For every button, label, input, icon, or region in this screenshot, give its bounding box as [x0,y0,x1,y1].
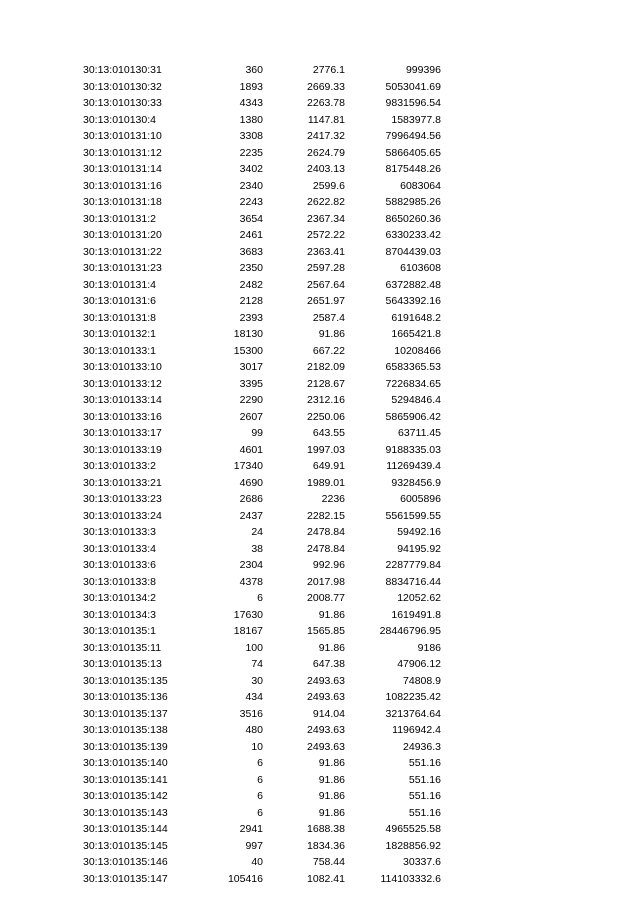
table-row [0,541,640,558]
total-value-cell: 9186 [417,641,441,654]
table-row [0,310,640,327]
total-value-cell: 6083064 [400,179,441,192]
cadastral-number-cell: 30:13:010135:137 [83,707,168,720]
cadastral-number-cell: 30:13:010133:17 [83,427,162,439]
unit-value-cell: 2599.6 [312,179,345,192]
area-cell: 4343 [239,97,263,109]
table-row [0,343,640,360]
table-row [0,244,640,261]
unit-value-cell: 1082.41 [307,872,345,885]
table-row [0,227,640,244]
area-cell: 3308 [239,130,263,142]
total-value-cell: 7226834.65 [385,377,441,390]
unit-value-cell: 2587.4 [312,311,345,324]
table-row [0,409,640,426]
cadastral-number-cell: 30:13:010131:14 [83,163,162,175]
table-row [0,673,640,690]
area-cell: 360 [245,64,263,76]
cadastral-number-cell: 30:13:010130:31 [83,64,162,76]
cadastral-number-cell: 30:13:010133:2 [83,460,156,472]
table-row [0,788,640,805]
unit-value-cell: 91.86 [318,757,345,769]
area-cell: 17340 [233,460,263,472]
table-row [0,442,640,459]
total-value-cell: 63711.45 [397,427,441,439]
cadastral-number-cell: 30:13:010131:2 [83,212,156,225]
area-cell: 2235 [239,146,263,159]
unit-value-cell: 2478.84 [307,542,345,555]
cadastral-number-cell: 30:13:010135:136 [83,691,168,703]
table-row [0,112,640,129]
total-value-cell: 6005896 [400,493,441,505]
table-row [0,838,640,855]
total-value-cell: 6372882.48 [385,278,441,291]
cadastral-number-cell: 30:13:010135:141 [83,773,168,786]
total-value-cell: 11269439.4 [386,460,441,472]
cadastral-number-cell: 30:13:010131:23 [83,262,162,274]
area-cell: 38 [251,542,263,555]
table-row [0,722,640,739]
table-row [0,557,640,574]
table-row [0,475,640,492]
unit-value-cell: 2417.32 [307,130,345,142]
table-row [0,656,640,673]
unit-value-cell: 2128.67 [307,377,345,390]
unit-value-cell: 91.86 [318,790,345,802]
area-cell: 3683 [239,245,263,258]
area-cell: 2243 [239,196,263,208]
table-row [0,458,640,475]
unit-value-cell: 1989.01 [307,476,345,489]
cadastral-number-cell: 30:13:010133:1 [83,344,156,357]
table-row [0,821,640,838]
total-value-cell: 12052.62 [397,592,441,604]
unit-value-cell: 914.04 [312,707,345,720]
total-value-cell: 3213764.64 [385,707,441,720]
area-cell: 2350 [239,262,263,274]
unit-value-cell: 2776.1 [312,64,345,76]
cadastral-number-cell: 30:13:010131:22 [83,245,162,258]
unit-value-cell: 2622.82 [307,196,345,208]
cadastral-number-cell: 30:13:010133:10 [83,361,162,373]
area-cell: 434 [245,691,263,703]
cadastral-number-cell: 30:13:010135:140 [83,757,168,769]
total-value-cell: 59492.16 [397,526,441,538]
table-row [0,79,640,96]
unit-value-cell: 2263.78 [307,97,345,109]
cadastral-number-cell: 30:13:010133:24 [83,509,162,522]
total-value-cell: 8175448.26 [385,163,441,175]
table-row [0,128,640,145]
total-value-cell: 5561599.55 [385,509,441,522]
unit-value-cell: 2282.15 [307,509,345,522]
table-row [0,739,640,756]
cadastral-number-cell: 30:13:010133:12 [83,377,162,390]
total-value-cell: 5294846.4 [391,394,441,406]
cadastral-number-cell: 30:13:010135:138 [83,724,168,736]
total-value-cell: 74808.9 [403,674,441,687]
unit-value-cell: 2236 [321,493,345,505]
unit-value-cell: 1834.36 [307,839,345,852]
total-value-cell: 28446796.95 [379,625,441,637]
table-row [0,277,640,294]
area-cell: 10 [251,740,263,753]
area-cell: 6 [257,790,263,802]
total-value-cell: 24936.3 [403,740,441,753]
cadastral-number-cell: 30:13:010133:23 [83,493,162,505]
unit-value-cell: 649.91 [312,460,345,472]
cadastral-number-cell: 30:13:010133:4 [83,542,156,555]
cadastral-number-cell: 30:13:010133:8 [83,575,156,588]
area-cell: 2437 [239,509,263,522]
cadastral-number-cell: 30:13:010130:32 [83,80,162,93]
cadastral-number-cell: 30:13:010130:33 [83,97,162,109]
total-value-cell: 114103332.6 [380,872,441,885]
total-value-cell: 4965525.58 [385,823,441,835]
area-cell: 99 [251,427,263,439]
area-cell: 18167 [233,625,263,637]
total-value-cell: 1665421.8 [391,328,441,340]
cadastral-number-cell: 30:13:010133:19 [83,443,162,456]
cadastral-number-cell: 30:13:010132:1 [83,328,156,340]
total-value-cell: 1196942.4 [392,724,441,736]
unit-value-cell: 2493.63 [307,724,345,736]
total-value-cell: 5882985.26 [385,196,441,208]
area-cell: 4378 [239,575,263,588]
cadastral-number-cell: 30:13:010130:4 [83,113,156,126]
unit-value-cell: 2478.84 [307,526,345,538]
area-cell: 3654 [239,212,263,225]
cadastral-number-cell: 30:13:010131:6 [83,295,156,307]
table-row [0,145,640,162]
cadastral-number-cell: 30:13:010131:16 [83,179,162,192]
total-value-cell: 8834716.44 [385,575,441,588]
total-value-cell: 1828856.92 [385,839,441,852]
cadastral-number-cell: 30:13:010134:2 [83,592,156,604]
unit-value-cell: 667.22 [312,344,345,357]
area-cell: 100 [245,641,263,654]
total-value-cell: 5866405.65 [385,146,441,159]
cadastral-number-cell: 30:13:010133:14 [83,394,162,406]
unit-value-cell: 647.38 [312,658,345,670]
area-cell: 997 [245,839,263,852]
total-value-cell: 94195.92 [397,542,441,555]
total-value-cell: 9328456.9 [391,476,441,489]
area-cell: 3402 [239,163,263,175]
unit-value-cell: 1997.03 [307,443,345,456]
table-row [0,805,640,822]
total-value-cell: 5053041.69 [385,80,441,93]
cadastral-number-cell: 30:13:010135:147 [83,872,168,885]
total-value-cell: 551.16 [408,757,441,769]
table-row [0,755,640,772]
unit-value-cell: 2669.33 [307,80,345,93]
table-row [0,524,640,541]
area-cell: 24 [251,526,263,538]
cadastral-number-cell: 30:13:010135:13 [83,658,162,670]
table-row [0,95,640,112]
table-row [0,293,640,310]
table-row [0,376,640,393]
total-value-cell: 9188335.03 [385,443,441,456]
cadastral-number-cell: 30:13:010135:143 [83,806,168,819]
area-cell: 4601 [239,443,263,456]
total-value-cell: 9831596.54 [385,97,441,109]
total-value-cell: 6103608 [400,262,441,274]
table-row [0,590,640,607]
unit-value-cell: 2182.09 [307,361,345,373]
cadastral-number-cell: 30:13:010131:8 [83,311,156,324]
unit-value-cell: 91.86 [318,773,345,786]
unit-value-cell: 2017.98 [307,575,345,588]
total-value-cell: 2287779.84 [385,559,441,571]
area-cell: 6 [257,592,263,604]
area-cell: 1380 [239,113,263,126]
area-cell: 6 [257,757,263,769]
area-cell: 2393 [239,311,263,324]
table-row [0,689,640,706]
cadastral-number-cell: 30:13:010133:6 [83,559,156,571]
cadastral-number-cell: 30:13:010131:12 [83,146,162,159]
area-cell: 30 [251,674,263,687]
unit-value-cell: 2567.64 [307,278,345,291]
total-value-cell: 5865906.42 [385,410,441,423]
area-cell: 3017 [239,361,263,373]
area-cell: 480 [245,724,263,736]
total-value-cell: 7996494.56 [385,130,441,142]
cadastral-number-cell: 30:13:010135:11 [83,641,162,654]
unit-value-cell: 1565.85 [307,625,345,637]
total-value-cell: 10208466 [394,344,441,357]
area-cell: 6 [257,773,263,786]
cadastral-number-cell: 30:13:010135:142 [83,790,168,802]
unit-value-cell: 2403.13 [307,163,345,175]
cadastral-number-cell: 30:13:010135:135 [83,674,168,687]
area-cell: 105416 [227,872,263,885]
table-row [0,425,640,442]
area-cell: 17630 [233,608,263,621]
cadastral-number-cell: 30:13:010135:144 [83,823,168,835]
area-cell: 4690 [239,476,263,489]
unit-value-cell: 2250.06 [307,410,345,423]
cadastral-number-cell: 30:13:010134:3 [83,608,156,621]
data-table [0,62,640,887]
total-value-cell: 6583365.53 [385,361,441,373]
area-cell: 2607 [239,410,263,423]
unit-value-cell: 91.86 [318,608,345,621]
total-value-cell: 1619491.8 [391,608,441,621]
unit-value-cell: 992.96 [312,559,345,571]
unit-value-cell: 91.86 [318,806,345,819]
table-row [0,359,640,376]
unit-value-cell: 2493.63 [307,691,345,703]
table-row [0,871,640,888]
area-cell: 2941 [239,823,263,835]
area-cell: 3516 [239,707,263,720]
table-row [0,260,640,277]
unit-value-cell: 2493.63 [307,740,345,753]
area-cell: 1893 [239,80,263,93]
cadastral-number-cell: 30:13:010131:10 [83,130,162,142]
table-row [0,392,640,409]
table-row [0,194,640,211]
area-cell: 2340 [239,179,263,192]
table-row [0,491,640,508]
cadastral-number-cell: 30:13:010131:20 [83,229,162,241]
total-value-cell: 47906.12 [397,658,441,670]
total-value-cell: 6191648.2 [391,311,441,324]
table-row [0,607,640,624]
table-row [0,326,640,343]
table-row [0,161,640,178]
area-cell: 2461 [239,229,263,241]
unit-value-cell: 2624.79 [307,146,345,159]
total-value-cell: 551.16 [408,806,441,819]
area-cell: 40 [251,856,263,868]
total-value-cell: 8650260.36 [385,212,441,225]
unit-value-cell: 91.86 [318,641,345,654]
cadastral-number-cell: 30:13:010135:146 [83,856,168,868]
unit-value-cell: 1688.38 [307,823,345,835]
area-cell: 18130 [233,328,263,340]
area-cell: 2290 [239,394,263,406]
table-row [0,706,640,723]
total-value-cell: 999396 [405,64,441,76]
area-cell: 15300 [233,344,263,357]
table-row [0,623,640,640]
total-value-cell: 30337.6 [403,856,441,868]
cadastral-number-cell: 30:13:010135:1 [83,625,156,637]
unit-value-cell: 2367.34 [307,212,345,225]
cadastral-number-cell: 30:13:010133:21 [83,476,162,489]
total-value-cell: 1583977.8 [391,113,441,126]
unit-value-cell: 643.55 [312,427,345,439]
area-cell: 2304 [239,559,263,571]
cadastral-number-cell: 30:13:010135:139 [83,740,168,753]
unit-value-cell: 91.86 [318,328,345,340]
table-row [0,772,640,789]
area-cell: 2128 [239,295,263,307]
total-value-cell: 5643392.16 [385,295,441,307]
unit-value-cell: 758.44 [312,856,345,868]
unit-value-cell: 2651.97 [307,295,345,307]
table-row [0,211,640,228]
total-value-cell: 6330233.42 [385,229,441,241]
cadastral-number-cell: 30:13:010133:3 [83,526,156,538]
cadastral-number-cell: 30:13:010135:145 [83,839,168,852]
cadastral-number-cell: 30:13:010131:18 [83,196,162,208]
area-cell: 3395 [239,377,263,390]
table-row [0,574,640,591]
area-cell: 74 [251,658,263,670]
table-row [0,508,640,525]
cadastral-number-cell: 30:13:010131:4 [83,278,156,291]
unit-value-cell: 2572.22 [307,229,345,241]
area-cell: 6 [257,806,263,819]
unit-value-cell: 2493.63 [307,674,345,687]
total-value-cell: 1082235.42 [385,691,441,703]
unit-value-cell: 2312.16 [307,394,345,406]
table-row [0,640,640,657]
cadastral-number-cell: 30:13:010133:16 [83,410,162,423]
unit-value-cell: 2597.28 [307,262,345,274]
unit-value-cell: 1147.81 [307,113,345,126]
area-cell: 2686 [239,493,263,505]
area-cell: 2482 [239,278,263,291]
table-row [0,62,640,79]
table-row [0,854,640,871]
total-value-cell: 551.16 [408,773,441,786]
unit-value-cell: 2363.41 [307,245,345,258]
total-value-cell: 8704439.03 [385,245,441,258]
table-row [0,178,640,195]
unit-value-cell: 2008.77 [307,592,345,604]
total-value-cell: 551.16 [408,790,441,802]
